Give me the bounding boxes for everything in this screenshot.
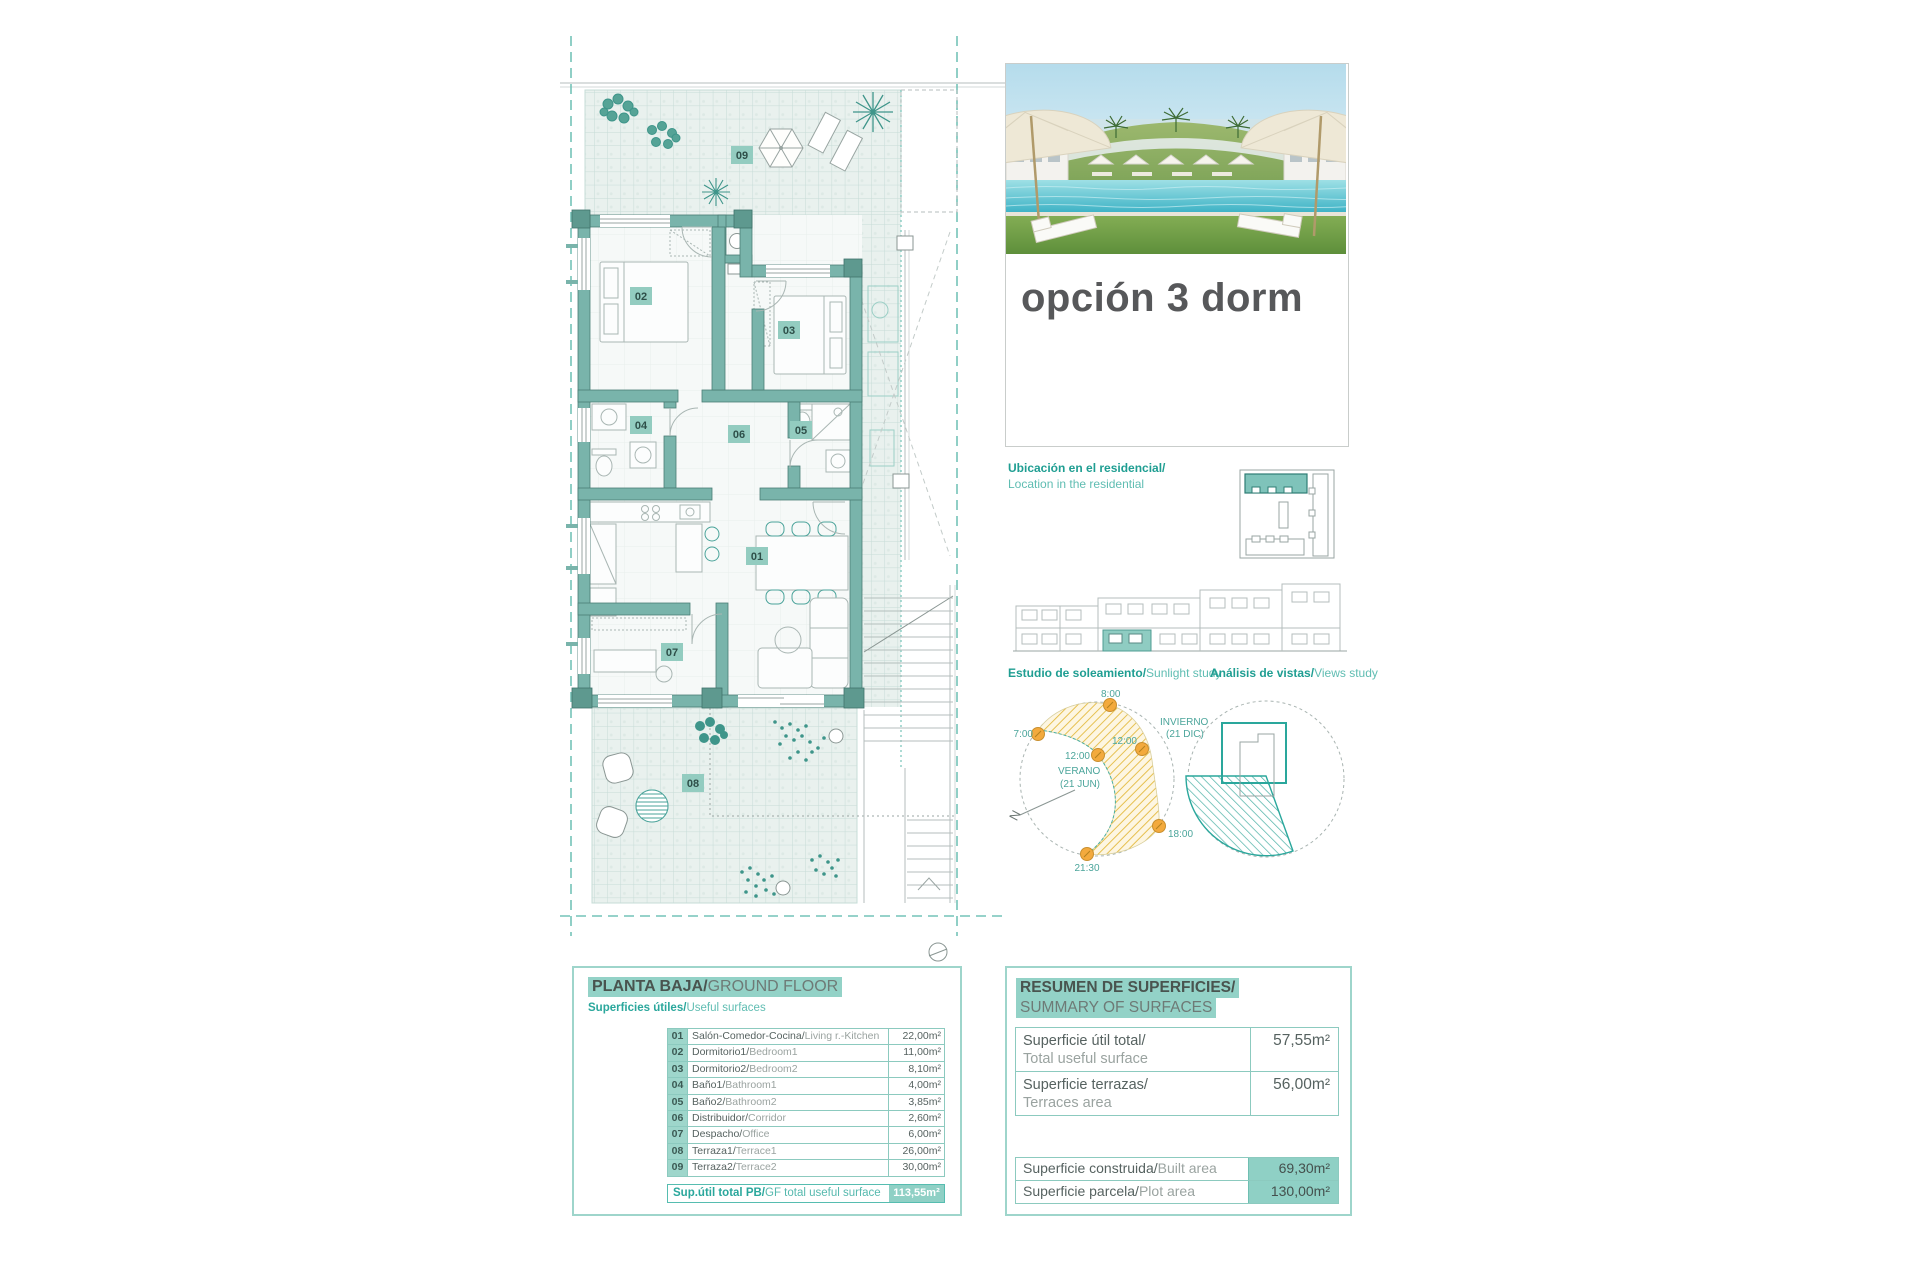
summary-table-box: [1005, 966, 1352, 1216]
svg-text:(21 DIC): (21 DIC): [1166, 729, 1204, 740]
table-row: Superficie terrazas/ Terraces area 56,00m²: [1016, 1072, 1338, 1115]
ground-floor-table-box: [572, 966, 962, 1216]
table-row: 07 Despacho/Office 6,00m²: [668, 1127, 944, 1143]
useful-surfaces-subtitle: Superficies útiles/Useful surfaces: [588, 1002, 766, 1014]
table-row: 04 Baño1/Bathroom1 4,00m²: [668, 1078, 944, 1094]
svg-text:INVIERNO: INVIERNO: [1160, 717, 1209, 728]
svg-text:12:00: 12:00: [1064, 751, 1090, 762]
svg-text:07: 07: [665, 647, 679, 659]
floor-plan: [558, 28, 1010, 968]
svg-text:21:30: 21:30: [1074, 863, 1100, 874]
svg-text:02: 02: [634, 291, 648, 303]
table-row: 09 Terraza2/Terrace2 30,00m²: [668, 1160, 944, 1175]
summary-table-bottom: [1015, 1157, 1339, 1204]
svg-text:12:00: 12:00: [1111, 736, 1137, 747]
room-badge: [661, 643, 683, 661]
svg-text:7:00: 7:00: [1013, 729, 1033, 740]
svg-text:04: 04: [634, 420, 648, 432]
svg-text:06: 06: [732, 429, 746, 441]
summary-table-top: [1015, 1027, 1339, 1116]
room-badge: [790, 421, 812, 439]
table-row: 08 Terraza1/Terrace1 26,00m²: [668, 1144, 944, 1160]
table-row: Superficie útil total/ Total useful surface 57,55m²: [1016, 1028, 1338, 1072]
room-badge: [731, 146, 753, 164]
section-mark-icon: [929, 943, 947, 961]
svg-text:(21 JUN): (21 JUN): [1060, 779, 1101, 790]
room-badge: [728, 425, 750, 443]
table-row: 05 Baño2/Bathroom2 3,85m²: [668, 1095, 944, 1111]
table-row: 01 Salón-Comedor-Cocina/Living r.-Kitchen 22,00m²: [668, 1029, 944, 1045]
room-badge: [746, 547, 768, 565]
svg-text:01: 01: [750, 551, 764, 563]
svg-text:VERANO: VERANO: [1058, 766, 1101, 777]
views-diagram: [1186, 701, 1344, 857]
sunlight-study-label: Estudio de soleamiento/Sunlight study: [1008, 666, 1222, 680]
svg-text:8:00: 8:00: [1101, 689, 1121, 700]
svg-text:08: 08: [686, 778, 700, 790]
table-row: 03 Dormitorio2/Bedroom2 8,10m²: [668, 1062, 944, 1078]
pool-photo: [1006, 64, 1346, 254]
ground-floor-title: PLANTA BAJA/GROUND FLOOR: [588, 978, 842, 996]
room-badge: [682, 774, 704, 792]
svg-text:05: 05: [794, 425, 808, 437]
svg-text:09: 09: [735, 150, 749, 162]
table-row: 02 Dormitorio1/Bedroom1 11,00m²: [668, 1045, 944, 1061]
total-useful-surface-row: Sup.útil total PB/GF total useful surface 113,55m²: [667, 1184, 945, 1203]
option-card: [1005, 63, 1349, 447]
room-surface-table: [667, 1028, 945, 1177]
option-title: opción 3 dorm: [1021, 276, 1304, 320]
svg-text:03: 03: [782, 325, 796, 337]
room-badge: [630, 416, 652, 434]
room-badge: [630, 287, 652, 305]
location-label: Ubicación en el residencial/ Location in the residential: [1008, 461, 1166, 491]
total-value: 113,55m²: [889, 1185, 944, 1202]
elevation-drawing: [1008, 578, 1350, 656]
table-row: Superficie parcela/Plot area 130,00m²: [1016, 1181, 1338, 1203]
sunlight-diagram: [1006, 689, 1209, 874]
table-row: Superficie construida/Built area 69,30m²: [1016, 1158, 1338, 1181]
room-badge: [778, 321, 800, 339]
svg-text:18:00: 18:00: [1168, 829, 1194, 840]
north-label: N: [1005, 807, 1024, 824]
sun-views-diagrams: [1000, 682, 1392, 914]
table-row: 06 Distribuidor/Corridor 2,60m²: [668, 1111, 944, 1127]
site-plan-map: [1232, 464, 1338, 562]
views-study-label: Análisis de vistas/Views study: [1210, 666, 1378, 680]
round-table-icon: [636, 790, 668, 822]
summary-title: RESUMEN DE SUPERFICIES/ SUMMARY OF SURFACES: [1016, 978, 1239, 1018]
